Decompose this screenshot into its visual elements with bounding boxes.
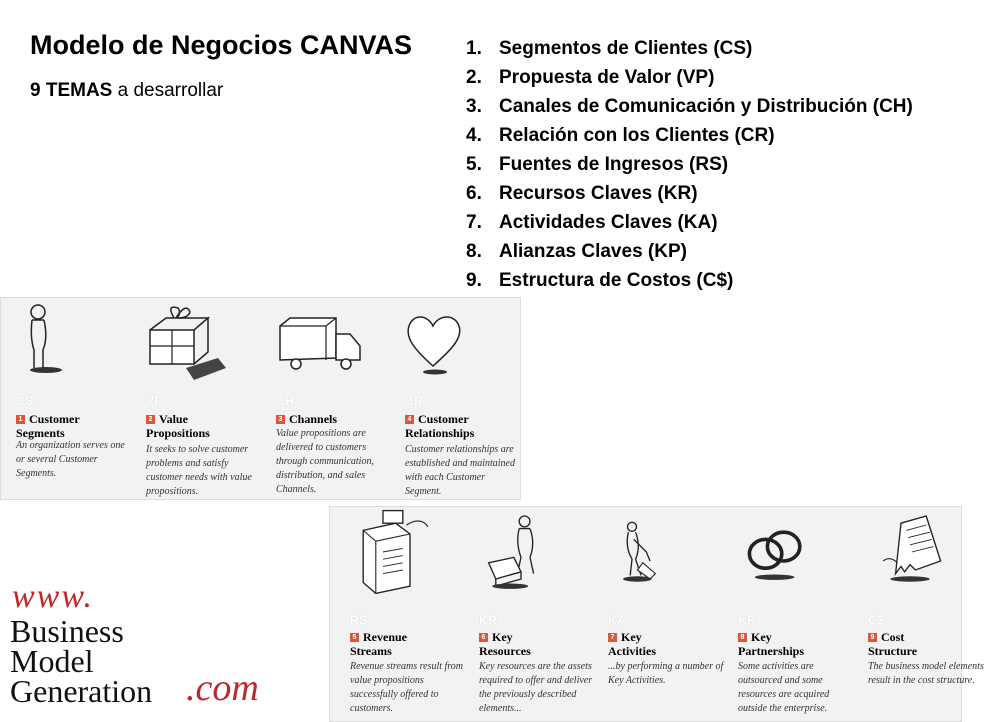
topic-label: Actividades Claves (KA) <box>499 212 718 233</box>
block-number-badge: 1 <box>16 415 25 424</box>
block-description: Customer relationships are established and maintained with each Customer Segment. <box>405 444 515 497</box>
block-description: ...by performing a number of Key Activities. <box>608 661 724 686</box>
topic-label: Propuesta de Valor (VP) <box>499 67 715 88</box>
block-description: It seeks to solve customer problems and satisfy customer needs with value propositions. <box>146 444 252 497</box>
block-name: Customer Relationships <box>405 412 475 440</box>
block-description: Value propositions are delivered to customers through communication, distribution, and sales Channels. <box>276 428 374 495</box>
truck-icon <box>276 298 396 388</box>
block-code: CH <box>276 394 295 408</box>
gift-icon <box>146 298 266 388</box>
topic-number: 5. <box>466 154 482 175</box>
block-number-badge: 6 <box>479 633 488 642</box>
topic-label: Canales de Comunicación y Distribución (CH) <box>499 96 913 117</box>
topic-number: 8. <box>466 241 482 262</box>
block-number-badge: 3 <box>276 415 285 424</box>
block-code: KP <box>738 613 756 627</box>
topic-item <box>466 150 913 179</box>
block-name: Value Propositions <box>146 412 210 440</box>
subtitle-rest: a desarrollar <box>112 80 224 101</box>
canvas-panel-top <box>0 297 521 500</box>
cash-register-icon <box>350 507 470 597</box>
receipt-icon <box>868 507 988 597</box>
block-name: Customer Segments <box>16 412 80 440</box>
topic-label: Alianzas Claves (KP) <box>499 241 687 262</box>
worker-icon <box>479 507 599 597</box>
topic-number: 6. <box>466 183 482 204</box>
topic-number: 7. <box>466 212 482 233</box>
topic-item <box>466 237 913 266</box>
topic-number: 3. <box>466 96 482 117</box>
block-number-badge: 8 <box>738 633 747 642</box>
topic-number: 1. <box>466 38 482 59</box>
block-description: Some activities are outsourced and some resources are acquired outside the enterprise. <box>738 661 830 714</box>
block-name: Cost Structure <box>868 630 918 658</box>
block-description: Revenue streams result from value propositions successfully offered to customers. <box>350 661 464 714</box>
business-model-generation-logo <box>10 578 330 720</box>
block-name: Channels <box>289 412 338 426</box>
topic-label: Segmentos de Clientes (CS) <box>499 38 753 59</box>
block-number-badge: 2 <box>146 415 155 424</box>
block-name: Revenue Streams <box>350 630 407 658</box>
rings-icon <box>738 507 858 597</box>
block-code: CR <box>405 394 424 408</box>
block-code: CS <box>16 394 34 408</box>
topic-item <box>466 63 913 92</box>
block-description: The business model elements result in the cost structure. <box>868 661 984 686</box>
topic-number: 2. <box>466 67 482 88</box>
block-code: RS <box>350 613 368 627</box>
page-title: Modelo de Negocios CANVAS <box>30 30 413 60</box>
block-number-badge: 5 <box>350 633 359 642</box>
logo-line-generation: Generation <box>10 673 153 709</box>
topic-item <box>466 266 913 295</box>
topic-number: 4. <box>466 125 482 146</box>
topic-label: Relación con los Clientes (CR) <box>499 125 775 146</box>
block-name: Key Partnerships <box>738 630 804 658</box>
block-code: C$ <box>868 613 885 627</box>
logo-line-business: Business <box>10 613 124 649</box>
topics-list <box>466 34 913 295</box>
block-code: KA <box>608 613 627 627</box>
topic-label: Estructura de Costos (C$) <box>499 270 734 291</box>
topic-number: 9. <box>466 270 482 291</box>
topic-label: Fuentes de Ingresos (RS) <box>499 154 729 175</box>
subtitle-bold: 9 TEMAS <box>30 80 113 101</box>
block-number-badge: 7 <box>608 633 617 642</box>
block-name: Key Resources <box>479 630 531 658</box>
sweeping-person-icon <box>608 507 728 597</box>
block-number-badge: 4 <box>405 415 414 424</box>
topic-item <box>466 179 913 208</box>
person-icon <box>16 298 136 388</box>
logo-line-model: Model <box>10 643 94 679</box>
block-description: An organization serves one or several Customer Segments. <box>16 440 125 479</box>
block-description: Key resources are the assets required to offer and deliver the previously described elements... <box>479 661 593 714</box>
topic-label: Recursos Claves (KR) <box>499 183 698 204</box>
block-number-badge: 9 <box>868 633 877 642</box>
logo-www: www. <box>12 578 95 615</box>
topic-item <box>466 121 913 150</box>
logo-dotcom: .com <box>186 667 259 709</box>
block-name: Key Activities <box>608 630 656 658</box>
canvas-panel-bottom <box>329 506 984 722</box>
topic-item <box>466 208 913 237</box>
page-subtitle <box>30 80 223 102</box>
block-code: KR <box>479 613 498 627</box>
heart-icon <box>405 298 525 388</box>
block-code: VP <box>146 394 164 408</box>
topic-item <box>466 92 913 121</box>
topic-item <box>466 34 913 63</box>
